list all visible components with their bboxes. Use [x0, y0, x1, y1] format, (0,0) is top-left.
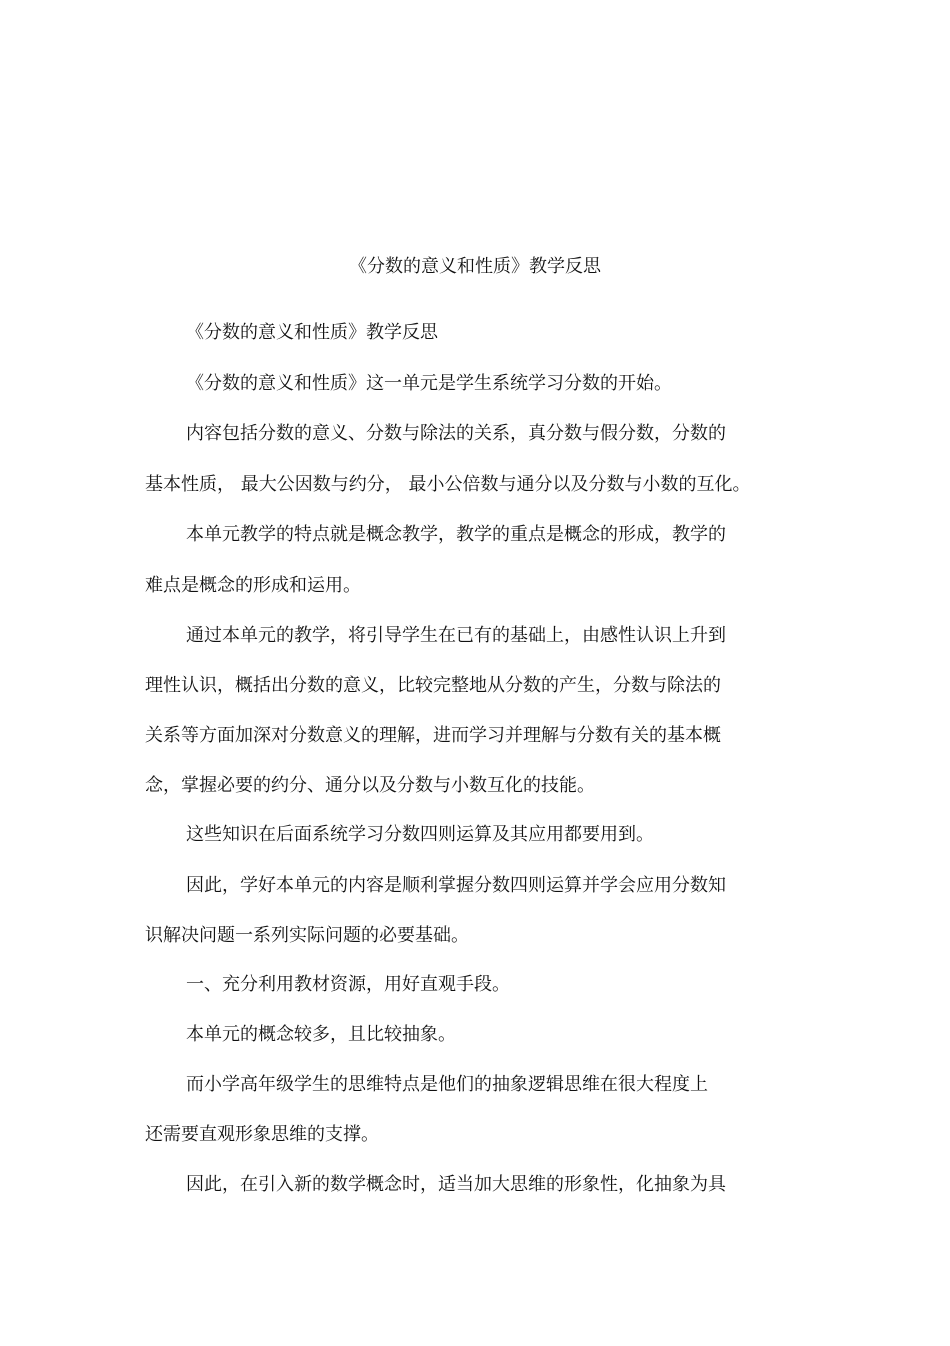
paragraph-line: 因此，学好本单元的内容是顺利掌握分数四则运算并学会应用分数知 — [186, 875, 726, 896]
paragraph-line: 识解决问题一系列实际问题的必要基础。 — [145, 925, 469, 946]
paragraph-line: 内容包括分数的意义、分数与除法的关系，真分数与假分数，分数的 — [186, 423, 726, 444]
paragraph-line: 关系等方面加深对分数意义的理解，进而学习并理解与分数有关的基本概 — [145, 725, 721, 746]
document-title: 《分数的意义和性质》教学反思 — [349, 256, 601, 277]
paragraph-line: 因此，在引入新的数学概念时，适当加大思维的形象性，化抽象为具 — [186, 1174, 726, 1195]
paragraph-line: 一、充分利用教材资源，用好直观手段。 — [186, 974, 510, 995]
paragraph-line: 这些知识在后面系统学习分数四则运算及其应用都要用到。 — [186, 824, 654, 845]
paragraph-line: 难点是概念的形成和运用。 — [145, 575, 361, 596]
paragraph-line: 《分数的意义和性质》教学反思 — [186, 322, 438, 343]
paragraph-line: 通过本单元的教学，将引导学生在已有的基础上，由感性认识上升到 — [186, 625, 726, 646]
paragraph-line: 念，掌握必要的约分、通分以及分数与小数互化的技能。 — [145, 775, 595, 796]
paragraph-line: 理性认识，概括出分数的意义，比较完整地从分数的产生，分数与除法的 — [145, 675, 721, 696]
paragraph-line: 基本性质， 最大公因数与约分， 最小公倍数与通分以及分数与小数的互化。 — [145, 474, 751, 495]
paragraph-line: 本单元的概念较多，且比较抽象。 — [186, 1024, 456, 1045]
paragraph-line: 本单元教学的特点就是概念教学，教学的重点是概念的形成，教学的 — [186, 524, 726, 545]
paragraph-line: 《分数的意义和性质》这一单元是学生系统学习分数的开始。 — [186, 373, 672, 394]
paragraph-line: 而小学高年级学生的思维特点是他们的抽象逻辑思维在很大程度上 — [186, 1074, 708, 1095]
paragraph-line: 还需要直观形象思维的支撑。 — [145, 1124, 379, 1145]
